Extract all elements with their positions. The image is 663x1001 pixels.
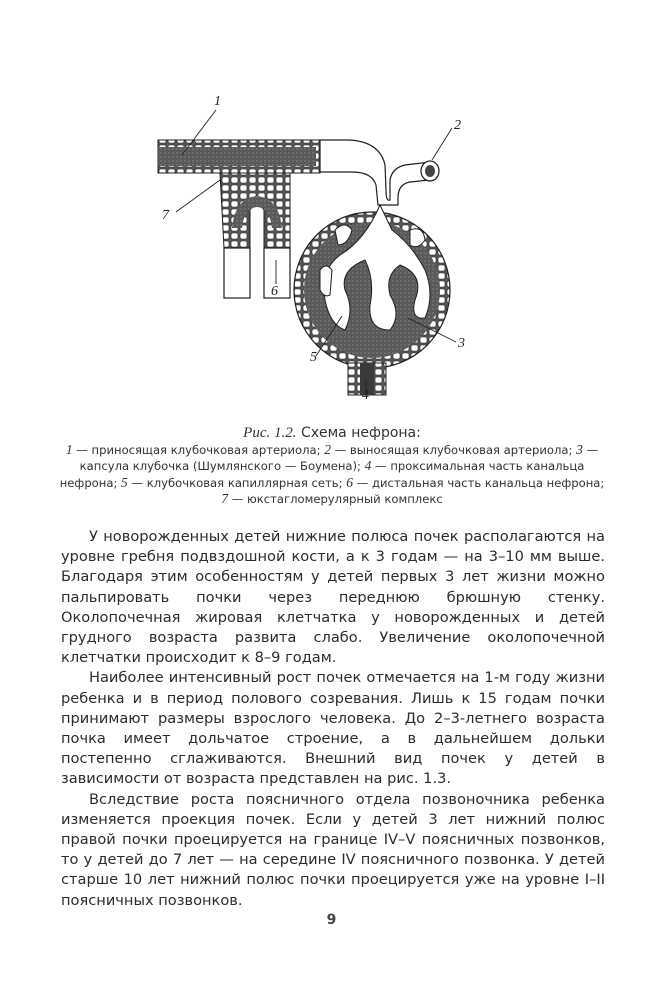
nephron-diagram: [140, 80, 480, 410]
figure-label-6: 6: [271, 284, 278, 299]
legend-text-5: — клубочковая капиллярная сеть;: [127, 475, 347, 490]
figure-caption: [58, 424, 606, 508]
paragraph: Наиболее интенсивный рост почек отмечается на 1-м году жизни ребенка и в период полового созревания. Лишь к 15 годам почки принимают размеры взрослого человека. До 2–3-летнего возраста почка имеет дольчатое строение, а в дальнейшем дольки постепенно сглаживаются. Внешний вид почек у детей в зависимости от возраста представлен на рис. 1.3.: [61, 669, 605, 788]
figure-label-2: 2: [454, 118, 461, 133]
legend-number-5: 5: [121, 474, 128, 490]
legend-number-3: 3: [576, 442, 583, 457]
figure-reference: Рис. 1.2.: [243, 425, 297, 441]
legend-number-2: 2: [324, 442, 331, 457]
legend-number-6: 6: [346, 474, 353, 490]
page-number: 9: [326, 912, 337, 928]
caption-title: Схема нефрона:: [300, 425, 421, 441]
legend-text-1: — приносящая клубочковая артериола;: [72, 443, 325, 457]
figure-label-4: 4: [362, 388, 369, 403]
figure-label-5: 5: [310, 350, 317, 365]
paragraph: Вследствие роста поясничного отдела позвоночника ребенка изменяется проекция почек. Если у детей 3 лет нижний полюс правой почки проецируется на границе IV–V поясничных позвонков, то у детей до 7 лет — на середине IV поясничного позвонка. У детей старше 10 лет нижний полюс почки проецируется уже на уровне I–II поясничных позвонков.: [61, 790, 605, 909]
caption-legend: [58, 442, 606, 508]
legend-text-6: — дистальная часть канальца нефрона;: [352, 475, 605, 490]
legend-number-4: 4: [364, 458, 372, 474]
body-text: [61, 527, 605, 911]
figure-label-3: 3: [458, 336, 465, 351]
caption-title-line: [58, 424, 606, 442]
figure-label-7: 7: [162, 208, 169, 223]
legend-number-1: 1: [65, 442, 73, 457]
legend-text-4: — проксимальная часть канальца нефрона;: [59, 459, 585, 490]
figure-label-1: 1: [214, 94, 221, 109]
legend-text-2: — выносящая клубочковая артериола;: [330, 443, 577, 457]
paragraph: У новорожденных детей нижние полюса почек располагаются на уровне гребня подвздошной кости, а к 3 годам — на 3–10 мм выше. Благодаря этим особенностям у детей первых 3 лет жизни можно пальпировать почки через переднюю брюшную стенку. Околопочечная жировая клетчатка у новорожденных и детей грудного возраста развита слабо. Увеличение околопочечной клетчатки происходит к 8–9 годам.: [61, 528, 605, 667]
legend-number-7: 7: [221, 491, 229, 507]
legend-text-3: — капсула клубочка (Шумлянского — Боумена);: [79, 443, 599, 474]
legend-text-7: — юкстагломерулярный комплекс: [228, 492, 443, 507]
